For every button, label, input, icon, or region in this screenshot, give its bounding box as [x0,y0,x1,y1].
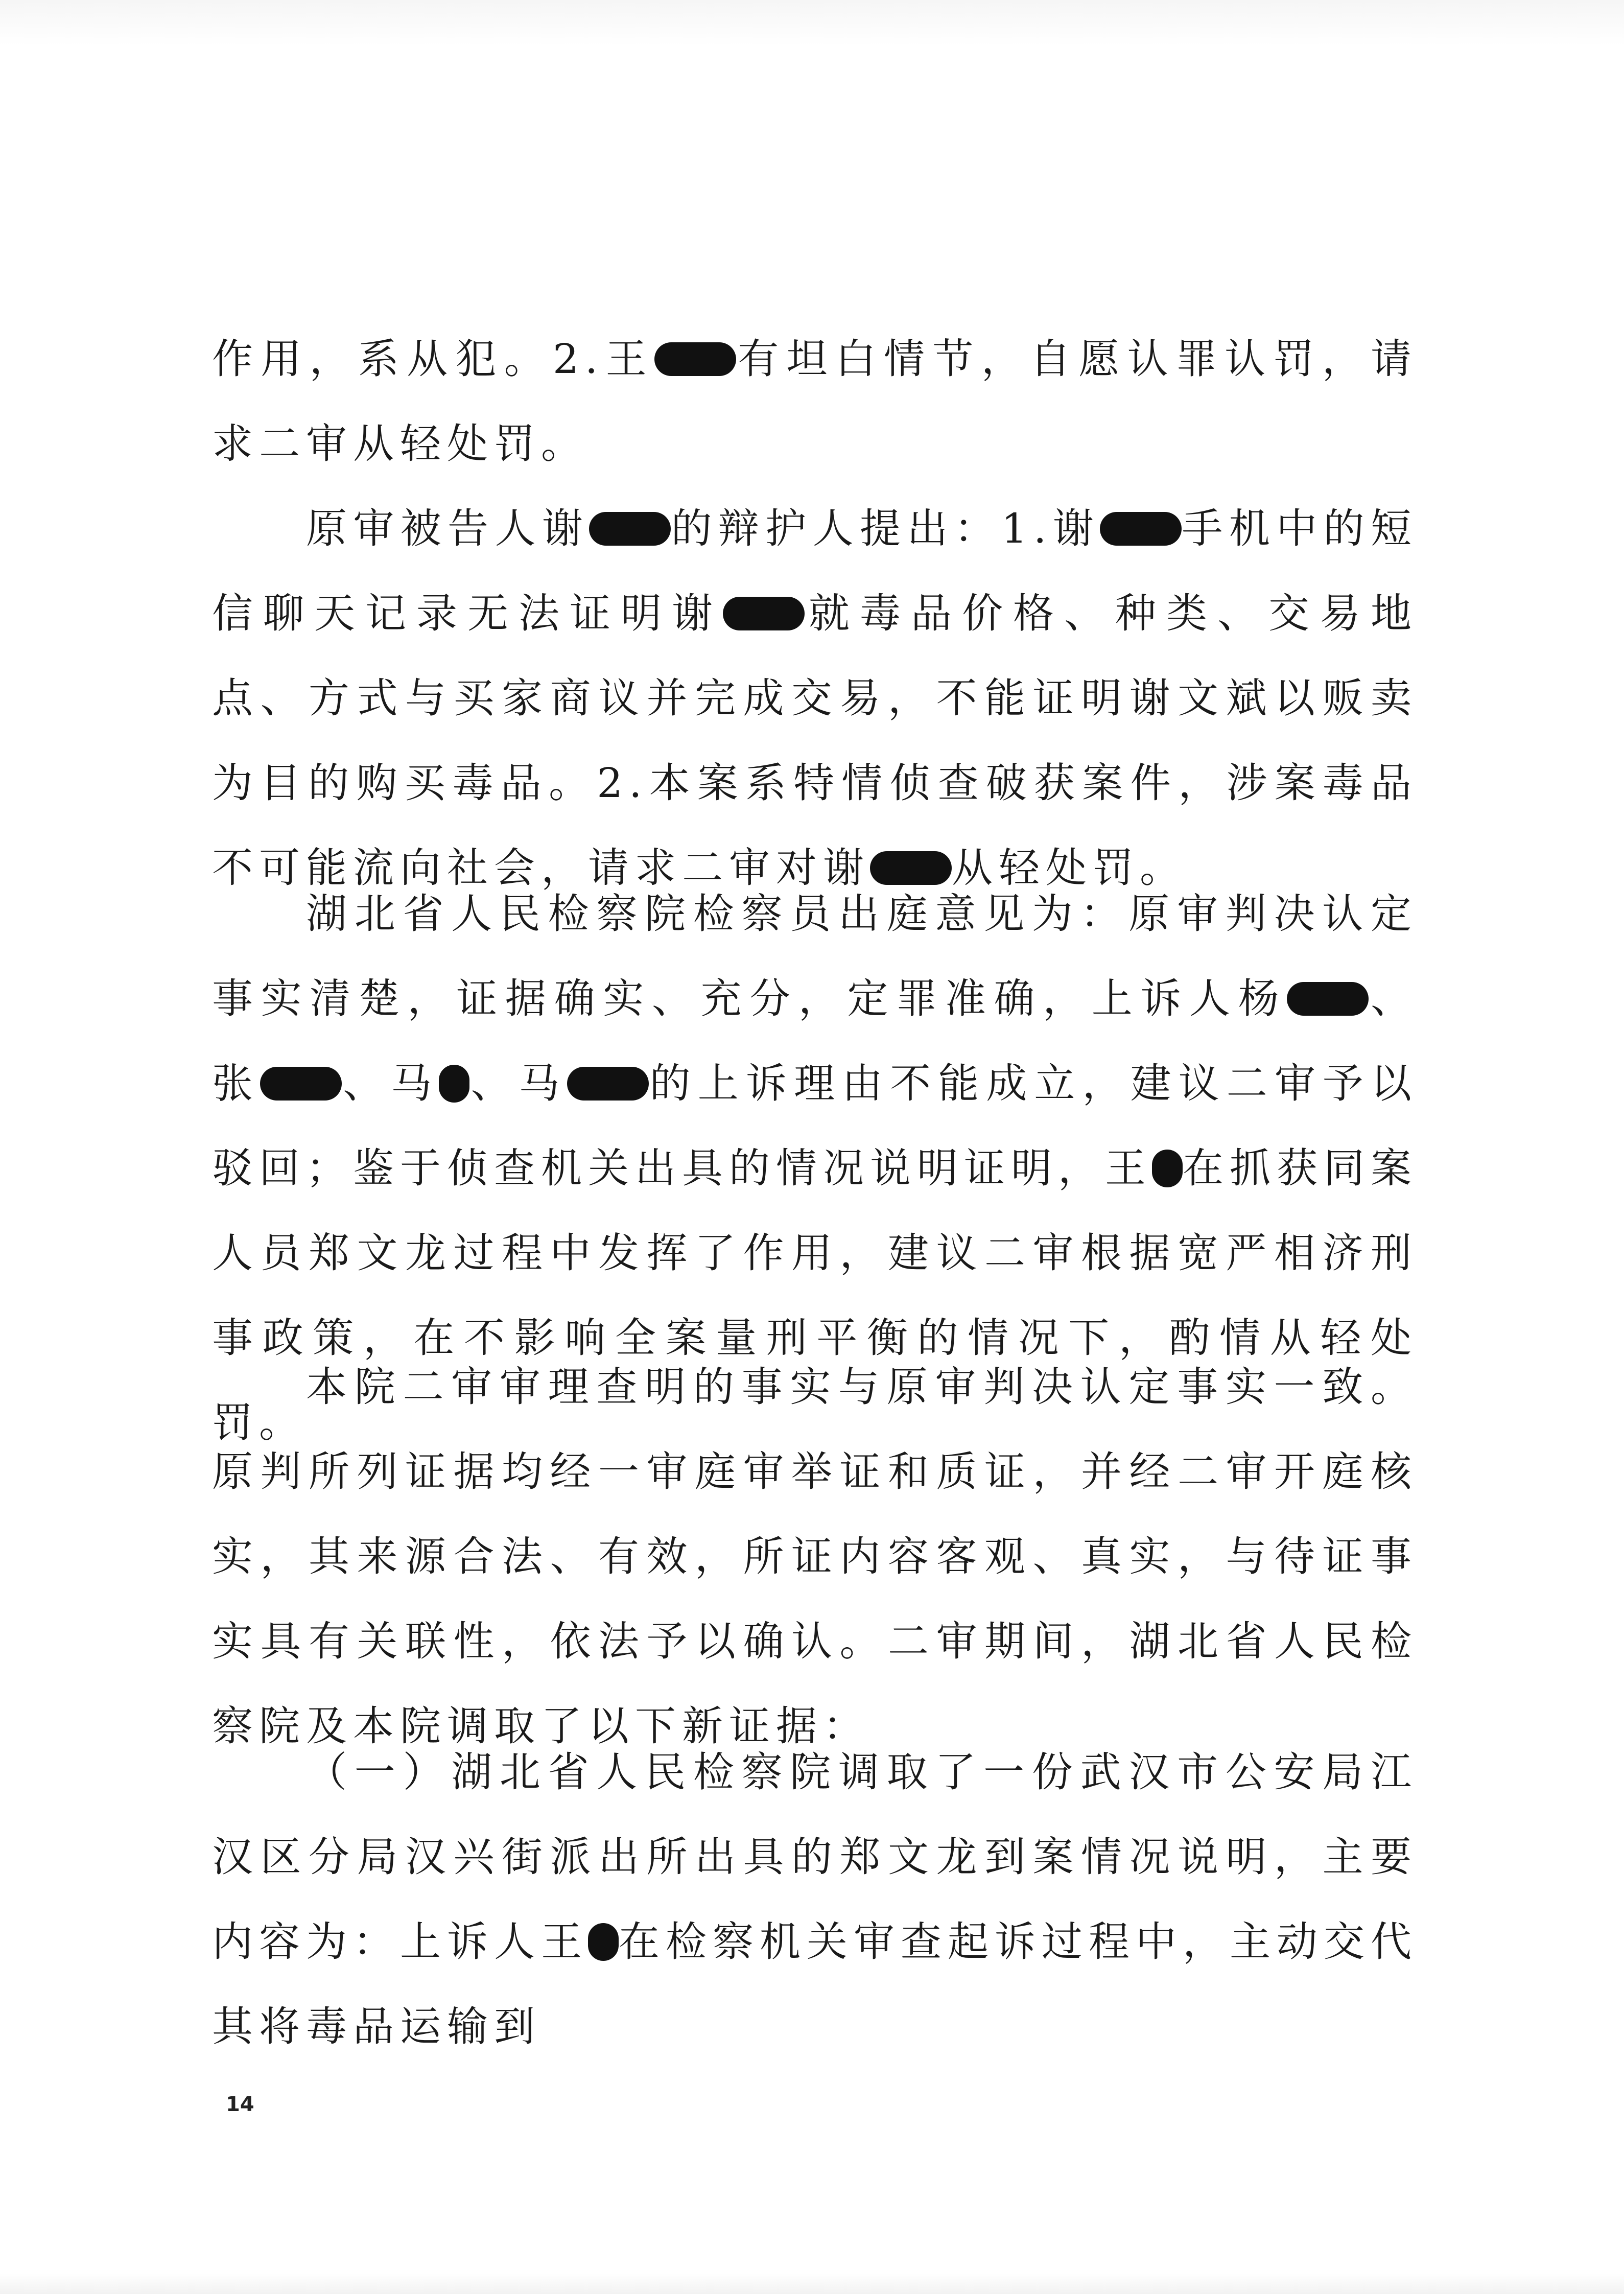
text-span: 作用，系从犯。2.王 [212,335,654,383]
page-number: 14 [226,2093,254,2116]
text-span: （一）湖北省人民检察院调取了一份武汉市公安局江汉区分局汉兴街派出所出具的郑文龙到案情况说明，主要内容为：上诉人王 [212,1748,1418,1965]
text-span: 有坦白情节，自愿认罪认罚，请求二审从轻处罚。 [212,335,1418,467]
paragraph-4 [212,1345,1418,1769]
paragraph-2 [212,486,1418,910]
text-span: 就毒品价格、种类、交易地点、方式与买家商议并完成交易，不能证明谢文斌以贩卖为目的购买毒品。2.本案系特情侦查破获案件，涉案毒品不可能流向社会，请求二审对谢 [212,590,1418,892]
text-span: 原审被告人谢 [306,505,590,552]
redaction-mark [260,1067,342,1101]
text-span: 湖北省人民检察院检察员出庭意见为：原审判决认定事实清楚，证据确实、充分，定罪准确，上诉人杨 [212,890,1418,1022]
redaction-mark [588,1923,619,1961]
redaction-mark [1100,512,1182,546]
paragraph-5 [212,1730,1418,2069]
text-span: 本院二审审理查明的事实与原审判决认定事实一致。原判所列证据均经一审庭审举证和质证，并经二审开庭核实，其来源合法、有效，所证内容客观、真实，与待证事实具有关联性，依法予以确认。二审期间，湖北省人民检察院及本院调取了以下新证据： [212,1363,1418,1750]
redaction-mark [723,597,805,630]
text-span: 的上诉理由不能成立，建议二审予以驳回；鉴于侦查机关出具的情况说明证明，王 [212,1060,1418,1192]
text-span: 在抓获同案人员郑文龙过程中发挥了作用，建议二审根据宽严相济刑事政策，在不影响全案量刑平衡的情况下，酌情从轻处罚。 [212,1144,1418,1446]
text-span: 在检察机关审查起诉过程中，主动交代其将毒品运输到 [212,1918,1418,2050]
redaction-mark [439,1065,469,1103]
redaction-mark [1152,1150,1183,1187]
scan-bottom-shading [0,2274,1624,2294]
text-span: 、马 [342,1060,439,1107]
redaction-mark [1287,982,1369,1016]
redaction-mark [567,1067,649,1101]
text-span: 、马 [469,1060,567,1107]
text-span: 的辩护人提出：1.谢 [671,505,1100,552]
paragraph-1 [212,317,1418,486]
text-span: 、张 [212,975,1418,1107]
redaction-mark [654,342,736,376]
redaction-mark [589,512,671,546]
text-span: 手机中的短信聊天记录无法证明谢 [212,505,1418,637]
text-span: 从轻处罚。 [952,844,1187,892]
scan-top-shading [0,0,1624,46]
